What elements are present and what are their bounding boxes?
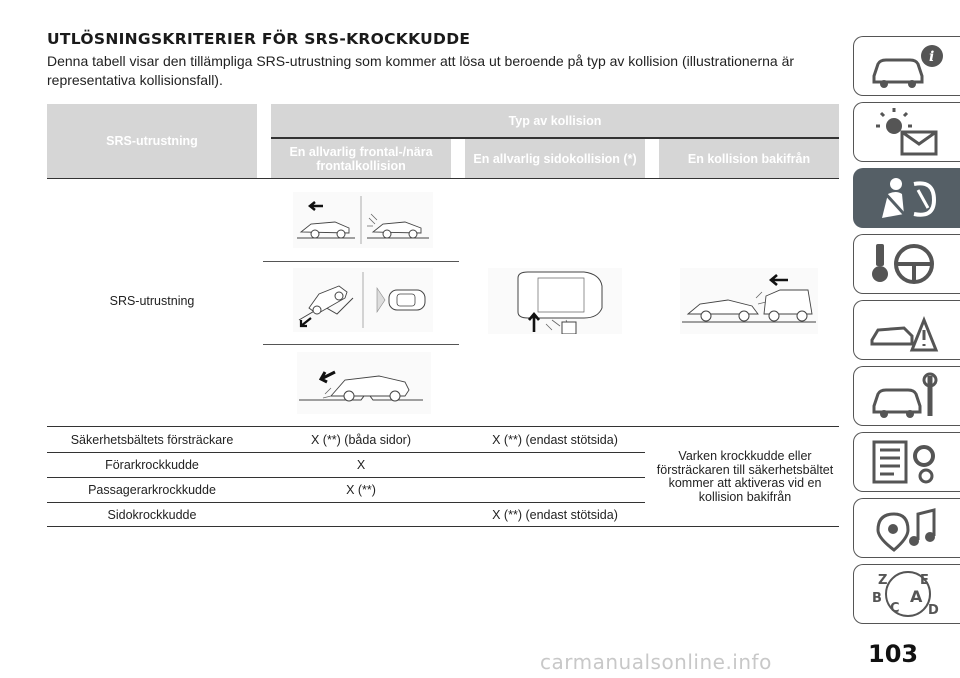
- row-label-driver-airbag: Förarkrockkudde: [105, 458, 199, 472]
- frontal-collision-illustration-3: [297, 352, 431, 419]
- page-number: 103: [868, 640, 919, 668]
- svg-text:i: i: [929, 49, 935, 65]
- svg-text:B: B: [872, 591, 882, 606]
- image-row-label: SRS-utrustning: [109, 294, 195, 308]
- sidebar-tab-car-info[interactable]: [853, 36, 960, 96]
- car-maintenance-icon: [868, 372, 948, 420]
- rear-collision-illustration: [680, 268, 818, 339]
- header-collision-type-label: Typ av kollision: [508, 113, 602, 128]
- image-row-bottom-line: [47, 426, 839, 427]
- row-seatbelt-frontal: X (**) (båda sidor): [310, 433, 412, 447]
- header-rear-label: En kollision bakifrån: [687, 151, 811, 166]
- index-icon: [868, 570, 948, 618]
- header-bottom-line: [47, 178, 839, 179]
- multimedia-icon: [868, 504, 948, 552]
- svg-text:C: C: [890, 601, 900, 616]
- row-label-seatbelt-pretensioner: Säkerhetsbältets försträckare: [70, 433, 234, 447]
- frontal-collision-illustration-2: [293, 268, 433, 337]
- warning-lights-icon: [868, 108, 948, 156]
- seatbelt-airbag-icon: [868, 174, 948, 222]
- svg-text:E: E: [920, 573, 929, 588]
- svg-text:D: D: [928, 603, 939, 618]
- frontal-illustration-divider-2: [263, 344, 459, 345]
- header-side-label: En allvarlig sidokollision (*): [473, 151, 637, 166]
- sidebar-tab-emergency[interactable]: [853, 300, 960, 360]
- svg-text:A: A: [910, 587, 923, 606]
- row-sideairbag-side: X (**) (endast stötsida): [492, 508, 618, 522]
- svg-text:Z: Z: [878, 573, 888, 588]
- table-bottom-line: [47, 526, 839, 527]
- header-srs-label: SRS-utrustning: [106, 134, 198, 148]
- car-info-icon: [868, 42, 948, 90]
- frontal-collision-illustration-1: [293, 192, 433, 253]
- key-steering-icon: [868, 240, 948, 288]
- sidebar-tab-multimedia[interactable]: [853, 498, 960, 558]
- technical-data-icon: [868, 438, 948, 486]
- page-title: UTLÖSNINGSKRITERIER FÖR SRS-KROCKKUDDE: [47, 30, 471, 48]
- row-divider-3: [47, 502, 645, 503]
- sidebar-tab-starting-driving[interactable]: [853, 234, 960, 294]
- row-seatbelt-side: X (**) (endast stötsida): [492, 433, 618, 447]
- header-srs-equipment: [47, 104, 257, 178]
- header-collision-type: [271, 104, 839, 137]
- header-side: [465, 139, 645, 178]
- header-rear: [659, 139, 839, 178]
- sidebar-tab-warning-lights[interactable]: [853, 102, 960, 162]
- row-divider-2: [47, 477, 645, 478]
- header-frontal: [271, 139, 451, 178]
- side-collision-illustration: [488, 268, 622, 339]
- row-passenger-frontal: X (**): [346, 483, 376, 497]
- sidebar-tab-index[interactable]: [853, 564, 960, 624]
- row-label-passenger-airbag: Passagerarkrockkudde: [88, 483, 216, 497]
- intro-paragraph: Denna tabell visar den tillämpliga SRS-utrustning som kommer att lösa ut beroende på typ av kollision (illustrationerna är representativa kollisionsfall).: [47, 53, 795, 88]
- sidebar-tab-technical-data[interactable]: [853, 432, 960, 492]
- watermark: carmanualsonline.info: [540, 650, 772, 674]
- accident-icon: [868, 306, 948, 354]
- row-divider-1: [47, 452, 645, 453]
- sidebar-tab-maintenance[interactable]: [853, 366, 960, 426]
- sidebar-tab-safety[interactable]: [853, 168, 960, 228]
- row-driver-frontal: X: [356, 458, 366, 472]
- frontal-illustration-divider-1: [263, 261, 459, 262]
- rear-collision-note: Varken krockkudde eller försträckaren till säkerhetsbältet kommer att aktiveras vid en kollision bakifrån: [656, 449, 834, 504]
- row-label-side-airbag: Sidokrockkudde: [107, 508, 197, 522]
- header-frontal-label: En allvarlig frontal-/nära frontalkollision: [289, 144, 433, 173]
